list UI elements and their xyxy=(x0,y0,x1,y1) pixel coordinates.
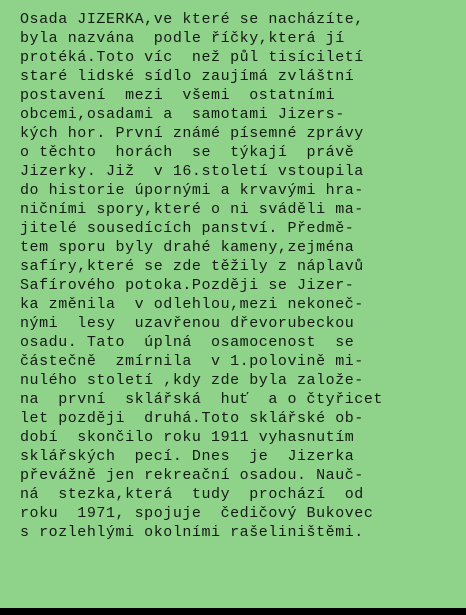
text-line: do historie úpornými a krvavými hra- xyxy=(20,182,364,199)
text-line: postavení mezi všemi ostatními xyxy=(20,87,336,104)
text-line: byla nazvána podle říčky,která jí xyxy=(20,30,345,47)
text-line: obcemi,osadami a samotami Jizers- xyxy=(20,106,345,123)
text-line: sklářských pecí. Dnes je Jizerka xyxy=(20,448,355,465)
text-line: staré lidské sídlo zaujímá zvláštní xyxy=(20,68,355,85)
text-line: na první sklářská huť a o čtyřicet xyxy=(20,391,383,408)
text-line: s rozlehlými okolními rašeliništěmi. xyxy=(20,524,364,541)
text-line: o těchto horách se týkají právě xyxy=(20,144,355,161)
text-line: převážně jen rekreační osadou. Nauč- xyxy=(20,467,364,484)
text-line: ná stezka,která tudy prochází od xyxy=(20,486,364,503)
text-line: roku 1971, spojuje čedičový Bukovec xyxy=(20,505,374,522)
text-line: ka změnila v odlehlou,mezi nekoneč- xyxy=(20,296,364,313)
text-line: nými lesy uzavřenou dřevorubeckou xyxy=(20,315,355,332)
text-line: částečně zmírnila v 1.polovině mi- xyxy=(20,353,364,370)
text-line: safíry,které se zde těžily z náplavů xyxy=(20,258,364,275)
text-line: kých hor. První známé písemné zprávy xyxy=(20,125,364,142)
text-line: Osada JIZERKA,ve které se nacházíte, xyxy=(20,11,364,28)
text-line: jitelé sousedících panství. Předmě- xyxy=(20,220,355,237)
text-line: protéká.Toto víc než půl tisíciletí xyxy=(20,49,364,66)
text-line: Safírového potoka.Později se Jizer- xyxy=(20,277,355,294)
text-line: tem sporu byly drahé kameny,zejména xyxy=(20,239,355,256)
text-line: osadu. Tato úplná osamocenost se xyxy=(20,334,355,351)
text-line: Jizerky. Již v 16.století vstoupila xyxy=(20,163,364,180)
text-line: nulého století ,kdy zde byla založe- xyxy=(20,372,364,389)
dark-bottom-edge xyxy=(0,608,466,615)
text-line: dobí skončilo roku 1911 vyhasnutím xyxy=(20,429,355,446)
text-line: ničními spory,které o ni sváděli ma- xyxy=(20,201,364,218)
text-line: let později druhá.Toto sklářské ob- xyxy=(20,410,364,427)
